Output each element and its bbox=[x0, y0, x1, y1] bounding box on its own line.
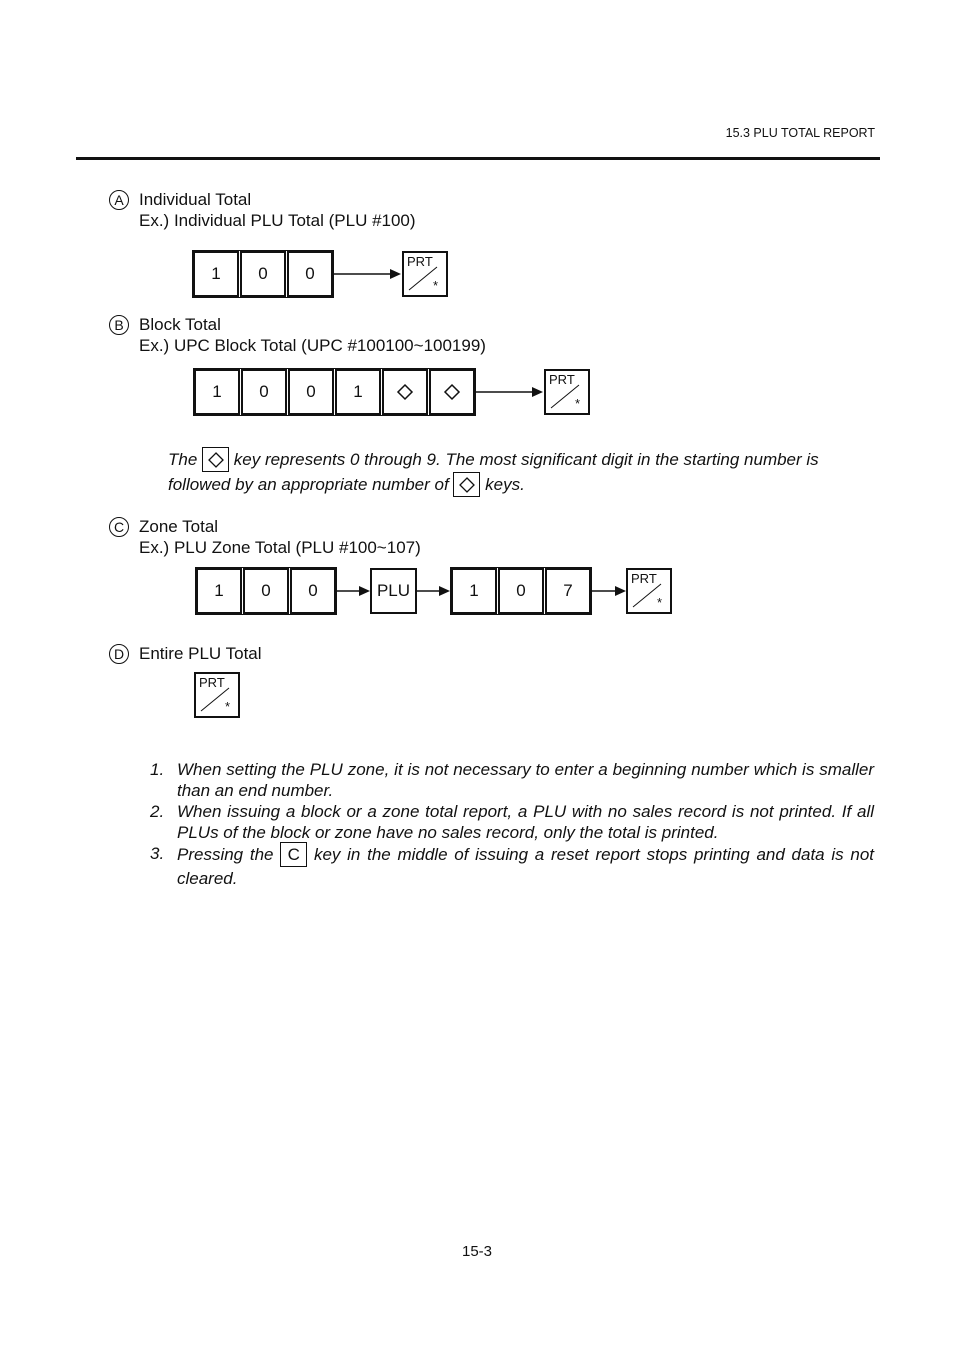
key-group-digits bbox=[450, 567, 592, 615]
key-1: 1 bbox=[335, 369, 381, 415]
arrow-icon bbox=[334, 268, 402, 280]
key-7: 7 bbox=[545, 568, 591, 614]
note-text-3: keys. bbox=[485, 474, 525, 494]
key-group-digits bbox=[193, 368, 476, 416]
key-0: 0 bbox=[240, 251, 286, 297]
arrow-icon bbox=[417, 585, 450, 597]
key-group-digits bbox=[195, 567, 337, 615]
prt-key-star: * bbox=[432, 278, 438, 293]
section-example-a: Ex.) Individual PLU Total (PLU #100) bbox=[139, 211, 416, 230]
key-1: 1 bbox=[194, 369, 240, 415]
prt-key-label: PRT bbox=[631, 571, 657, 586]
slash-icon bbox=[404, 253, 446, 295]
diamond-icon bbox=[458, 476, 476, 494]
section-title-d: Entire PLU Total bbox=[139, 644, 262, 663]
key-0: 0 bbox=[243, 568, 289, 614]
key-0: 0 bbox=[498, 568, 544, 614]
note-text-1: The bbox=[168, 449, 198, 469]
wildcard-key bbox=[382, 369, 428, 415]
inline-wildcard-key bbox=[202, 447, 229, 472]
prt-key-star: * bbox=[656, 595, 662, 610]
section-example-c: Ex.) PLU Zone Total (PLU #100~107) bbox=[139, 538, 421, 557]
prt-key-star: * bbox=[224, 699, 230, 714]
section-marker-b: B bbox=[109, 315, 129, 335]
prt-key bbox=[544, 369, 590, 415]
notes-list bbox=[150, 759, 874, 889]
key-0: 0 bbox=[288, 369, 334, 415]
section-title-c: Zone Total bbox=[139, 517, 219, 536]
arrow-icon bbox=[592, 585, 626, 597]
prt-key-label: PRT bbox=[549, 372, 575, 387]
key-0: 0 bbox=[241, 369, 287, 415]
slash-icon bbox=[546, 371, 588, 413]
running-header: 15.3 PLU TOTAL REPORT bbox=[725, 126, 875, 140]
header-rule bbox=[76, 157, 880, 160]
key-1: 1 bbox=[451, 568, 497, 614]
diamond-icon bbox=[207, 451, 225, 469]
key-1: 1 bbox=[193, 251, 239, 297]
wildcard-key bbox=[429, 369, 475, 415]
plu-key: PLU bbox=[370, 568, 417, 614]
list-text bbox=[177, 843, 874, 889]
diamond-icon bbox=[443, 383, 461, 401]
section-marker-c: C bbox=[109, 517, 129, 537]
list-text-after: key in the middle of issuing a reset report stops printing and data is not cleared. bbox=[177, 844, 874, 888]
inline-c-key: C bbox=[280, 842, 307, 867]
list-item bbox=[150, 759, 874, 801]
list-item bbox=[150, 843, 874, 889]
arrow-icon bbox=[337, 585, 370, 597]
prt-key bbox=[194, 672, 240, 718]
list-number: 3. bbox=[150, 844, 165, 863]
list-text-before: Pressing the bbox=[177, 844, 274, 864]
section-example-b: Ex.) UPC Block Total (UPC #100100~100199) bbox=[139, 336, 486, 355]
diamond-icon bbox=[396, 383, 414, 401]
key-0: 0 bbox=[290, 568, 336, 614]
prt-key-label: PRT bbox=[199, 675, 225, 690]
key-group-digits bbox=[192, 250, 334, 298]
prt-key bbox=[402, 251, 448, 297]
key-1: 1 bbox=[196, 568, 242, 614]
list-number: 2. bbox=[150, 802, 165, 821]
prt-key bbox=[626, 568, 672, 614]
wildcard-note bbox=[168, 448, 868, 498]
inline-wildcard-key bbox=[453, 472, 480, 497]
section-title-a: Individual Total bbox=[139, 190, 252, 209]
arrow-icon bbox=[476, 386, 544, 398]
section-marker-d: D bbox=[109, 644, 129, 664]
key-sequence-c bbox=[195, 567, 672, 615]
prt-key-label: PRT bbox=[407, 254, 433, 269]
key-0: 0 bbox=[287, 251, 333, 297]
note-text-2: key represents 0 through 9. The most significant digit in the starting number is followed by an appropriate number of bbox=[168, 449, 819, 494]
list-item bbox=[150, 801, 874, 843]
slash-icon bbox=[628, 570, 670, 612]
list-number: 1. bbox=[150, 760, 165, 779]
list-text: When setting the PLU zone, it is not necessary to enter a beginning number which is smaller than an end number. bbox=[177, 760, 874, 800]
key-sequence-a bbox=[192, 250, 448, 298]
slash-icon bbox=[196, 674, 238, 716]
prt-key-star: * bbox=[574, 396, 580, 411]
key-sequence-b bbox=[193, 368, 590, 416]
list-text: When issuing a block or a zone total report, a PLU with no sales record is not printed. If all PLUs of the block or zone have no sales record, only the total is printed. bbox=[177, 802, 874, 842]
section-title-b: Block Total bbox=[139, 315, 221, 334]
key-sequence-d bbox=[194, 672, 240, 718]
page-number: 15-3 bbox=[461, 1243, 493, 1260]
section-marker-a: A bbox=[109, 190, 129, 210]
